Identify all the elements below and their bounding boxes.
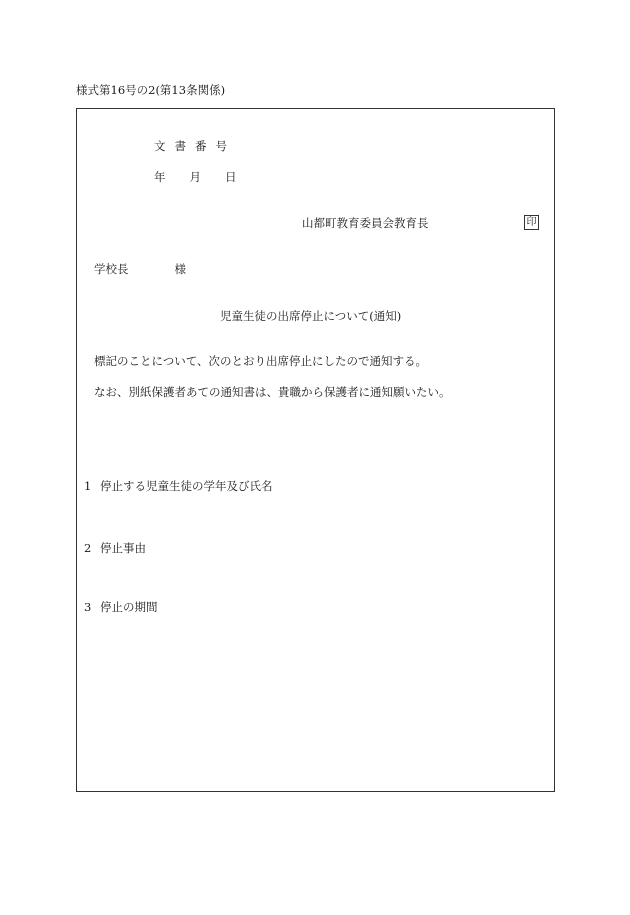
item-text: 停止事由 bbox=[100, 541, 146, 555]
addressee-label: 学校長 bbox=[94, 262, 129, 276]
item-text: 停止する児童生徒の学年及び氏名 bbox=[100, 479, 273, 493]
doc-number-label: 文書番号 bbox=[154, 139, 236, 153]
body-paragraph-2: なお、別紙保護者あての通知書は、貴職から保護者に通知願いたい。 bbox=[94, 385, 451, 399]
addressee bbox=[94, 264, 186, 276]
body-paragraph-1: 標記のことについて、次のとおり出席停止にしたので通知する。 bbox=[94, 354, 428, 368]
list-item bbox=[84, 543, 146, 555]
seal-box: 印 bbox=[524, 215, 539, 230]
item-text: 停止の期間 bbox=[100, 600, 158, 614]
list-item bbox=[84, 481, 273, 493]
item-number: 2 bbox=[84, 541, 92, 555]
date-year: 年 bbox=[154, 170, 166, 184]
document-title: 児童生徒の出席停止について(通知) bbox=[220, 309, 402, 323]
date-month: 月 bbox=[189, 170, 201, 184]
date-line bbox=[154, 172, 237, 184]
form-frame bbox=[76, 108, 555, 792]
form-id: 様式第16号の2(第13条関係) bbox=[76, 83, 226, 97]
sender-name: 山都町教育委員会教育長 bbox=[302, 216, 429, 230]
list-item bbox=[84, 602, 158, 614]
item-number: 3 bbox=[84, 600, 92, 614]
item-number: 1 bbox=[84, 479, 92, 493]
date-day: 日 bbox=[225, 170, 237, 184]
addressee-honorific: 様 bbox=[174, 262, 186, 276]
